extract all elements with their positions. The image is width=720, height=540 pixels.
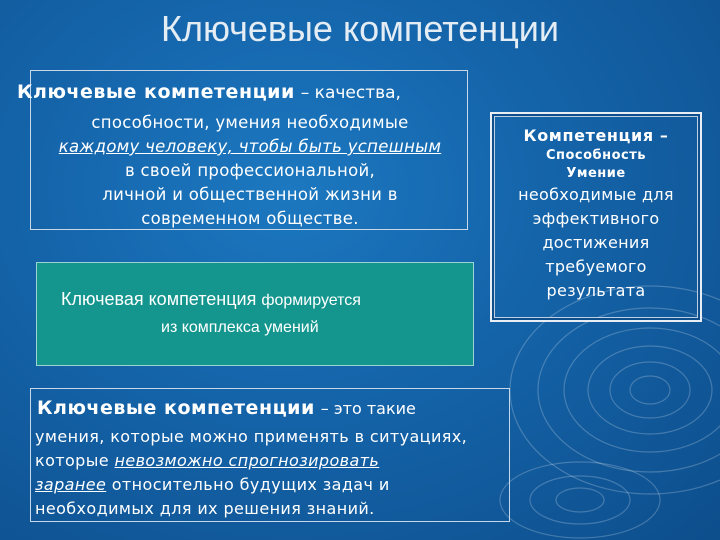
bottom-line-prefix: которые (35, 451, 109, 470)
bottom-line-italic: невозможно спрогнозировать (114, 451, 380, 470)
competence-item: Умение (566, 166, 626, 181)
definition-box (17, 70, 468, 230)
definition-lead (17, 81, 401, 103)
bottom-line: необходимых для их решения знаний. (35, 499, 375, 518)
competence-line: результата (546, 281, 646, 300)
bottom-line-italic: заранее (35, 475, 107, 494)
competence-line: достижения (542, 233, 650, 252)
competence-line: требуемого (545, 257, 647, 276)
slide-title: Ключевые компетенции (160, 8, 560, 49)
competence-description (492, 183, 700, 303)
formation-line-2: из комплекса умений (161, 319, 319, 336)
competence-term: Компетенция – (523, 126, 669, 145)
formation-box (36, 262, 474, 366)
definition-line-italic: каждому человеку, чтобы быть успешным (58, 137, 442, 156)
formation-line-1 (61, 289, 361, 310)
bottom-dash: – это такие (320, 399, 416, 418)
definition-line: современном обществе. (141, 209, 359, 228)
bottom-line (35, 449, 575, 473)
competence-item: Способность (545, 148, 647, 163)
definition-body (31, 111, 469, 231)
bottom-definition-box (30, 388, 510, 522)
bottom-lead (37, 397, 416, 419)
definition-term: Ключевые компетенции (17, 81, 295, 103)
bottom-term: Ключевые компетенции (37, 397, 315, 419)
bottom-line-rest: относительно будущих задач и (111, 475, 390, 494)
bottom-line (35, 473, 575, 497)
definition-line: способности, умения необходимые (91, 113, 409, 132)
competence-line: необходимые для (518, 185, 674, 204)
formation-phrase-a: Ключевая компетенция (61, 289, 257, 309)
definition-line: в своей профессиональной, (124, 161, 376, 180)
definition-dash: – качества, (300, 83, 401, 103)
competence-line: эффективного (532, 209, 660, 228)
bottom-body (35, 425, 575, 521)
bottom-line: умения, которые можно применять в ситуациях, (35, 427, 468, 446)
definition-line: личной и общественной жизни в (102, 185, 398, 204)
formation-phrase-b: формируется (261, 292, 361, 309)
competence-box (490, 112, 702, 322)
